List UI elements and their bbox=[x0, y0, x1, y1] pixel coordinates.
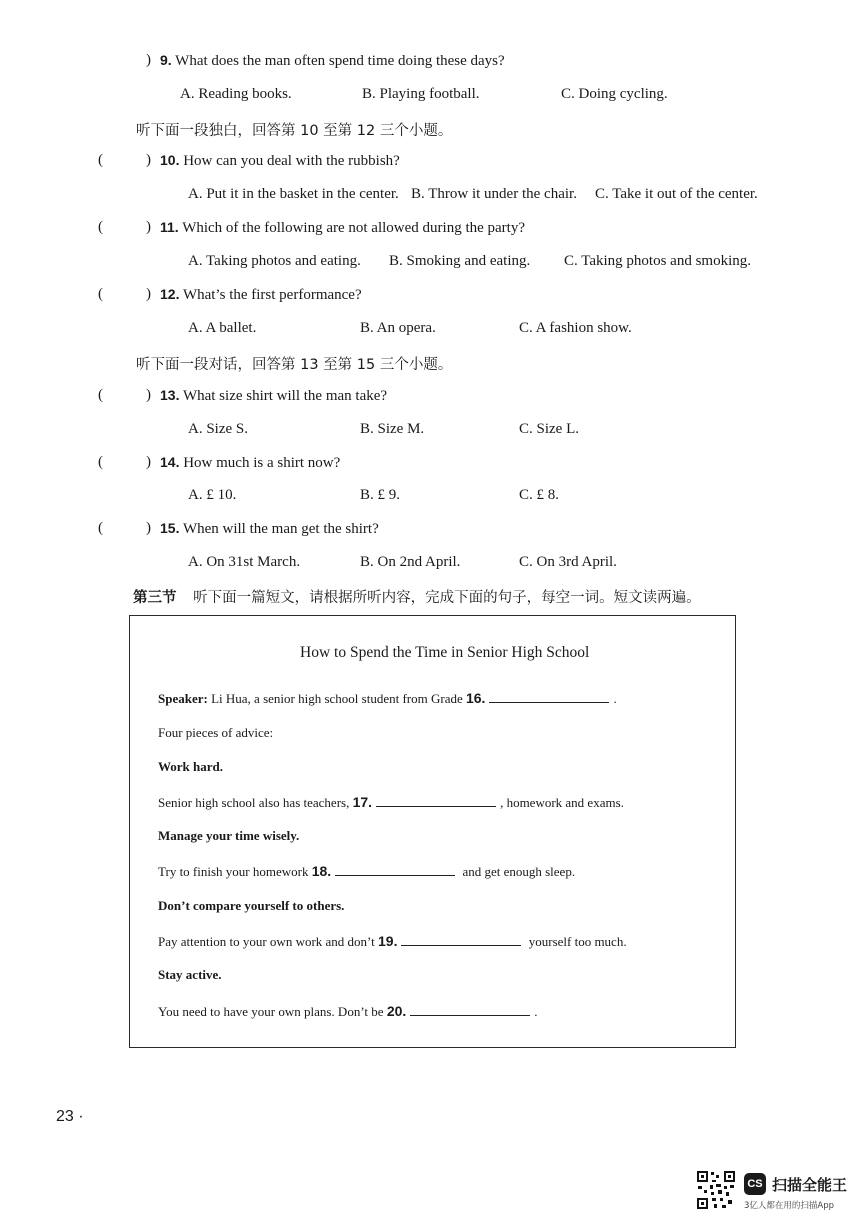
blank-17[interactable] bbox=[376, 794, 496, 807]
speaker-text: Li Hua, a senior high school student from Grade bbox=[211, 691, 463, 706]
option: C. Taking photos and smoking. bbox=[564, 253, 752, 269]
option: A. On 31st March. bbox=[188, 554, 301, 570]
advice-line-1 bbox=[158, 794, 624, 811]
period: . bbox=[613, 691, 617, 706]
answer-paren-open: ( bbox=[98, 454, 103, 470]
answer-paren-open: ( bbox=[98, 520, 103, 536]
question-12 bbox=[160, 286, 362, 304]
instruction-dialogue: 听下面一段对话，回答第 13 至第 15 三个小题。 bbox=[136, 357, 453, 373]
option: C. On 3rd April. bbox=[519, 554, 617, 570]
option: B. Size M. bbox=[360, 421, 425, 437]
section3-heading bbox=[133, 586, 701, 607]
option: B. Playing football. bbox=[362, 86, 480, 102]
option: B. Smoking and eating. bbox=[389, 253, 531, 269]
question-9 bbox=[160, 52, 505, 70]
answer-paren-open: ( bbox=[98, 219, 103, 235]
question-number: 13. bbox=[160, 387, 180, 403]
option: A. £ 10. bbox=[188, 487, 237, 503]
question-text: Which of the following are not allowed during the party? bbox=[182, 220, 525, 236]
question-text: What’s the first performance? bbox=[182, 287, 362, 303]
app-name: 扫描全能王 bbox=[772, 1176, 848, 1194]
option: C. Take it out of the center. bbox=[595, 186, 758, 202]
page-number: 23 · bbox=[56, 1108, 84, 1125]
option: B. Throw it under the chair. bbox=[411, 186, 577, 202]
question-text: What size shirt will the man take? bbox=[182, 388, 388, 404]
blank-18[interactable] bbox=[335, 863, 455, 876]
advice-line-4 bbox=[158, 1003, 538, 1020]
advice-heading-1: Work hard. bbox=[158, 759, 224, 774]
question-text: How much is a shirt now? bbox=[183, 455, 341, 471]
question-10 bbox=[160, 152, 400, 170]
answer-paren-open: ( bbox=[98, 387, 103, 403]
camscanner-logo-icon: CS bbox=[744, 1173, 766, 1195]
answer-paren-close: ) bbox=[146, 286, 151, 302]
line-text: You need to have your own plans. Don’t be bbox=[158, 1004, 384, 1019]
option: C. A fashion show. bbox=[519, 320, 632, 336]
advice-heading-4: Stay active. bbox=[158, 967, 222, 982]
line-text: Try to finish your homework bbox=[158, 864, 309, 879]
line-text: Pay attention to your own work and don’t bbox=[158, 934, 375, 949]
option: C. £ 8. bbox=[519, 487, 560, 503]
question-text: When will the man get the shirt? bbox=[182, 521, 379, 537]
blank-number-16: 16. bbox=[465, 690, 486, 706]
box-title: How to Spend the Time in Senior High School bbox=[300, 644, 590, 661]
question-number: 12. bbox=[160, 286, 180, 302]
blank-16[interactable] bbox=[489, 690, 609, 703]
app-tagline: 3亿人都在用的扫描App bbox=[744, 1201, 835, 1211]
option: B. £ 9. bbox=[360, 487, 401, 503]
line-text: yourself too much. bbox=[528, 934, 627, 949]
section3-label: 第三节 bbox=[133, 590, 177, 606]
advice-heading-2: Manage your time wisely. bbox=[158, 828, 300, 843]
section3-text: 听下面一篇短文，请根据所听内容，完成下面的句子，每空一词。短文读两遍。 bbox=[193, 590, 701, 606]
question-11 bbox=[160, 219, 525, 237]
advice-line-2 bbox=[158, 863, 575, 880]
answer-paren-close: ) bbox=[146, 219, 151, 235]
option: B. An opera. bbox=[360, 320, 436, 336]
period: . bbox=[534, 1004, 538, 1019]
question-number: 15. bbox=[160, 520, 180, 536]
question-number: 11. bbox=[160, 219, 179, 235]
option: A. A ballet. bbox=[188, 320, 257, 336]
advice-heading-3: Don’t compare yourself to others. bbox=[158, 898, 345, 913]
question-text: How can you deal with the rubbish? bbox=[183, 153, 400, 169]
line-text: Senior high school also has teachers, bbox=[158, 795, 350, 810]
answer-paren-close: ) bbox=[146, 454, 151, 470]
question-number: 10. bbox=[160, 152, 180, 168]
blank-number-19: 19. bbox=[378, 933, 398, 949]
option: A. Put it in the basket in the center. bbox=[188, 186, 399, 202]
blank-number-17: 17. bbox=[352, 794, 373, 810]
option: B. On 2nd April. bbox=[360, 554, 461, 570]
question-15 bbox=[160, 520, 379, 538]
speaker-line bbox=[158, 690, 617, 707]
answer-paren-open: ( bbox=[98, 286, 103, 302]
question-14 bbox=[160, 454, 340, 472]
option: A. Size S. bbox=[188, 421, 248, 437]
blank-19[interactable] bbox=[401, 933, 521, 946]
answer-paren: ) bbox=[146, 52, 151, 68]
answer-paren-close: ) bbox=[146, 520, 151, 536]
line-text: and get enough sleep. bbox=[462, 864, 576, 879]
blank-number-20: 20. bbox=[386, 1003, 407, 1019]
instruction-monologue: 听下面一段独白，回答第 10 至第 12 三个小题。 bbox=[136, 123, 453, 139]
question-number: 9. bbox=[160, 52, 172, 68]
answer-paren-close: ) bbox=[146, 387, 151, 403]
option: C. Doing cycling. bbox=[561, 86, 668, 102]
blank-number-18: 18. bbox=[311, 863, 332, 879]
advice-intro: Four pieces of advice: bbox=[158, 725, 274, 740]
answer-paren-close: ) bbox=[146, 152, 151, 168]
option: A. Taking photos and eating. bbox=[188, 253, 361, 269]
option: A. Reading books. bbox=[180, 86, 292, 102]
option: C. Size L. bbox=[519, 421, 579, 437]
blank-20[interactable] bbox=[410, 1003, 530, 1016]
question-number: 14. bbox=[160, 454, 180, 470]
answer-paren-open: ( bbox=[98, 152, 103, 168]
line-text: , homework and exams. bbox=[500, 795, 624, 810]
qr-code-icon bbox=[696, 1170, 736, 1210]
speaker-label: Speaker: bbox=[158, 691, 208, 706]
advice-line-3 bbox=[158, 933, 627, 950]
question-text: What does the man often spend time doing these days? bbox=[175, 53, 505, 69]
question-13 bbox=[160, 387, 387, 405]
